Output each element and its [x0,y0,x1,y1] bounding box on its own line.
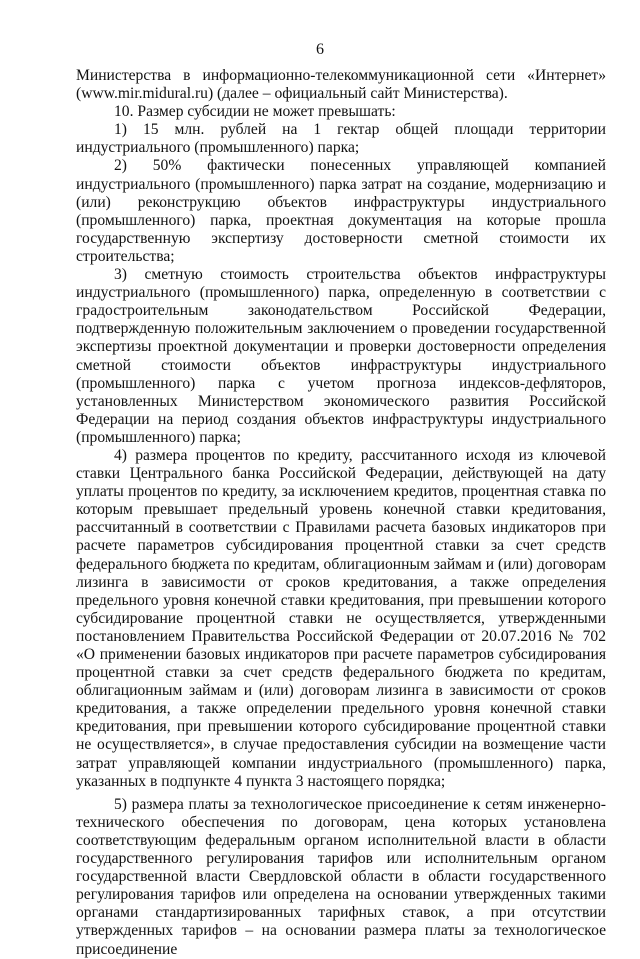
paragraph-item-1: 1) 15 млн. рублей на 1 гектар общей площади территории индустриального (промышленного) парка; [76,121,606,157]
paragraph-item-5: 5) размера платы за технологическое присоединение к сетям инженерно-технического обеспечения по договорам, цена которых установлена соответствующим федеральным органом исполнительной власти в области государственного регулирования тарифов или исполнительным органом государственной власти Свердловской области в области государственного регулирования тарифов или определена на основании утвержденных такими органами стандартизированных тарифных ставок, а при отсутствии утвержденных тарифов – на основании размера платы за технологическое присоединение [76,795,606,958]
page-number: 6 [316,41,324,58]
paragraph-item-2: 2) 50% фактически понесенных управляющей компанией индустриального (промышленного) парка затрат на создание, модернизацию и (или) реконструкцию объектов инфраструктуры индустриального (промышленного) парка, проектная документация на которые прошла государственную экспертизу достоверности сметной стоимости их строительства; [76,157,606,265]
paragraph-item-4: 4) размера процентов по кредиту, рассчитанного исходя из ключевой ставки Центрального банка Российской Федерации, действующей на дату уплаты процентов по кредиту, за исключением кредитов, процентная ставка по которым превышает предельный уровень конечной ставки кредитования, рассчитанный в соответствии с Правилами расчета базовых индикаторов при расчете параметров субсидирования процентной ставки за счет средств федерального бюджета по кредитам, облигационным займам и (или) договорам лизинга в зависимости от сроков кредитования, а также определения предельного уровня конечной ставки кредитования, при превышении которого субсидирование процентной ставки не осуществляется, утвержденными постановлением Правительства Российской Федерации от 20.07.2016 № 702 «О применении базовых индикаторов при расчете параметров субсидирования процентной ставки за счет средств федерального бюджета по кредитам, облигационным займам и (или) договорам лизинга в зависимости от сроков кредитования, а также определении предельного уровня конечной ставки кредитования, при превышении которого субсидирование процентной ставки не осуществляется», в случае предоставления субсидии на возмещение части затрат управляющей компании индустриального (промышленного) парка, указанных в подпункте 4 пункта 3 настоящего порядка; [76,446,606,790]
paragraph-continuation: Министерства в информационно-телекоммуникационной сети «Интернет» (www.mir.midural.ru) (далее – официальный сайт Министерства). [76,67,606,103]
paragraph-clause-10: 10. Размер субсидии не может превышать: [114,103,396,121]
document-body [76,67,606,959]
paragraph-item-3: 3) сметную стоимость строительства объектов инфраструктуры индустриального (промышленного) парка, определенную в соответствии с градостроительным законодательством Российской Федерации, подтвержденную положительным заключением о проведении государственной экспертизы проектной документации и проверки достоверности определения сметной стоимости объектов инфраструктуры индустриального (промышленного) парка с учетом прогноза индексов-дефляторов, установленных Министерством экономического развития Российской Федерации на период создания объектов инфраструктуры индустриального (промышленного) парка; [76,266,606,446]
